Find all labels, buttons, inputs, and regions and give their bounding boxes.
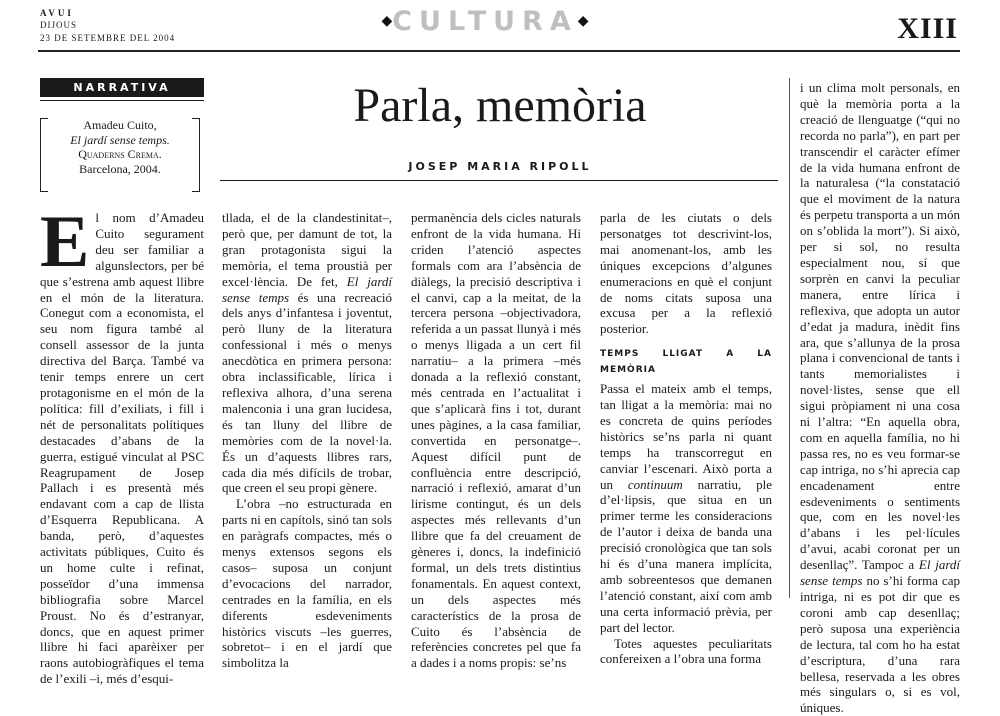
text-column-5 <box>800 80 961 716</box>
bracket-left <box>40 118 48 192</box>
issue-date: 23 DE SETEMBRE DEL 2004 <box>40 33 176 43</box>
book-info-box <box>40 118 200 192</box>
newspaper-name: AVUI <box>40 8 74 18</box>
book-author: Amadeu Cuito, <box>83 118 157 132</box>
article-byline: JOSEP MARIA RIPOLL <box>408 160 592 173</box>
byline-rule <box>220 180 778 181</box>
book-publisher: Quaderns Crema. <box>78 147 162 161</box>
diamond-icon: ◆ <box>381 13 393 29</box>
book-place-year: Barcelona, 2004. <box>79 161 161 176</box>
text-column-1 <box>40 201 204 687</box>
text-column-3 <box>411 210 581 671</box>
kicker-rule <box>40 100 204 101</box>
bracket-right <box>192 118 200 192</box>
subheading: TEMPS LLIGAT A LA MEMÒRIA <box>600 349 772 376</box>
column-rule <box>789 78 790 598</box>
issue-day: DIJOUS <box>40 20 78 30</box>
paragraph: L’obra –no estructurada en parts ni en capítols, sinó tan sols en paràgrafs compactes, més o menys extensos segons els casos– suposa un conjunt d’evocacions del narrador, centrades en la família, en els diferents esdeveniments històrics viscuts –les guerres, sobretot– i en el jardí que simbolitza la <box>222 496 392 671</box>
paragraph: parla de les ciutats o dels personatges tot descrivint-los, mai anomenant-los, amb les úniques excepcions d’algunes enumeracions en què el conjunt de noms citats suposa una excusa per a la reflexió posterior. <box>600 210 772 337</box>
paragraph: Passa el mateix amb el temps, tan lligat a la memòria: mai no es concreta de quins períodes històrics se’ns parla ni quant temps ha transcorregut en canviar l’escenari. Això porta a un continuum narratiu, ple d’el·lipsis, que situa en un primer terme les consideracions de l’autor i deixa de banda una precisió cronològica que tan sols hi és d’una manera implícita, amb sobreentesos que demanen l’atenció constant, així com amb una certa informació prèvia, per part del lector. <box>600 381 773 635</box>
section-title: CULTURA <box>392 6 578 37</box>
paragraph: tllada, el de la clandestinitat–, però que, per damunt de tot, la gran protagonista sigui la memòria, el tema proustià per excel·lència. De fet, El jardí sense temps és una recreació dels anys d’infantesa i joventut, però lluny de la literatura confessional i més o menys anecdòtica en primera persona: obra inclassificable, lírica i reflexiva alhora, d’una serena malenconia i una gran lucidesa, és tan lluny del llibre de memòries com de la novel·la. És un d’aquests llibres rars, cada dia més difícils de trobar, que creen el seu propi gènere. <box>222 210 393 496</box>
paragraph: Totes aquestes peculiaritats confereixen a l’obra una forma <box>600 635 772 667</box>
drop-cap: E <box>40 201 90 283</box>
section-header <box>378 6 592 37</box>
paragraph: permanència dels cicles naturals enfront de la vida humana. Hi criden l’atenció aspectes formals com ara l’absència de diàlegs, la precisió descriptiva i el canvi, cap a la meitat, de la tercera persona –objectivadora, referida a un passat llunyà i més o menys lligada a un cert fil narratiu– a la primera –més donada a la reflexió constant, més centrada en l’actualitat i que s’aplicarà fins i tot, durant unes pàgines, a la casa familiar, convertida en personatge–. Aquest difícil punt de confluència entre descripció, narració i reflexió, amarat d’un lirisme contingut, és un dels aspectes més rellevants d’un llibre que fa del creuament de gèneres i, doncs, la indefinició formal, un dels trets distintius fonamentals. En aquest context, un dels aspectes més característics de la prosa de Cuito és l’absència de referències concretes pel que fa a dades i a noms propis: se’ns <box>411 210 581 671</box>
diamond-icon: ◆ <box>577 13 589 29</box>
article-title: Parla, memòria <box>353 79 647 132</box>
text-column-2 <box>222 210 393 671</box>
page-number: XIII <box>897 12 958 45</box>
paragraph: El nom d’Amadeu Cuito segurament deu ser familiar a algunslectors, per bé que s’estrena amb aquest llibre en el món de la literatura. Conegut com a economista, el seu nom figura també al consell assessor de la junta directiva del Barça. També va tenir temps enrere un cert protagonisme en el món de la política: fill d’exiliats, i fill i nét de personalitats polítiques destacades d’abans de la guerra, estigué vinculat al PSC Reagrupament de Josep Pallach i es presentà més endavant com a cap de llista d’Esquerra Republicana. A banda, però, d’aquestes activitats públiques, Cuito és un home culte i refinat, posseïdor d’una immensa bibliografia sobre Marcel Proust. No és d’estranyar, doncs, que en aquest primer llibre hi faci aparèixer per raons autobiogràfiques el tema de l’exili –i, més d’esqui- <box>40 201 204 687</box>
book-title: El jardí sense temps. <box>70 132 170 147</box>
section-kicker: NARRATIVA <box>40 78 204 97</box>
header-rule <box>38 50 960 52</box>
text-column-4 <box>600 210 773 667</box>
paragraph: i un clima molt personals, en què la memòria porta a la creació de llenguatge (“qui no recorda no parla”), en part per transcendir el caràcter efímer de la vida humana enfront de la naturalesa (“la constatació que el moviment de la natura és perpetu transporta a un món on s’oblida la mort”). Si això, per si sol, no resulta especialment nou, sí que sorprèn en canvi la peculiar manera, entre lírica i reflexiva, que adopta un autor d’edat ja madura, inèdit fins ara, que s’allunya de la prosa plana i convencional de tants i tants memorialistes i novel·listes, sense que ell sigui pròpiament ni una cosa ni l’altra: “En aquella obra, com en aquella família, no hi passa res, no es veu formar-se cap intriga, no s’hi aprecia cap encadenament entre esdeveniments o sentiments que, com en les novel·les d’abans i les pel·lícules d’avui, acabi coronat per un desenllaç”. Tampoc a El jardí sense temps no s’hi forma cap intriga, ni es pot dir que es coroni amb cap desenllaç; però suposa una experiència de lectura, tal com ho ha estat d’escriptura, d’una rara bellesa, reservada a les obres més singulars o, si es vol, úniques. <box>800 80 961 716</box>
